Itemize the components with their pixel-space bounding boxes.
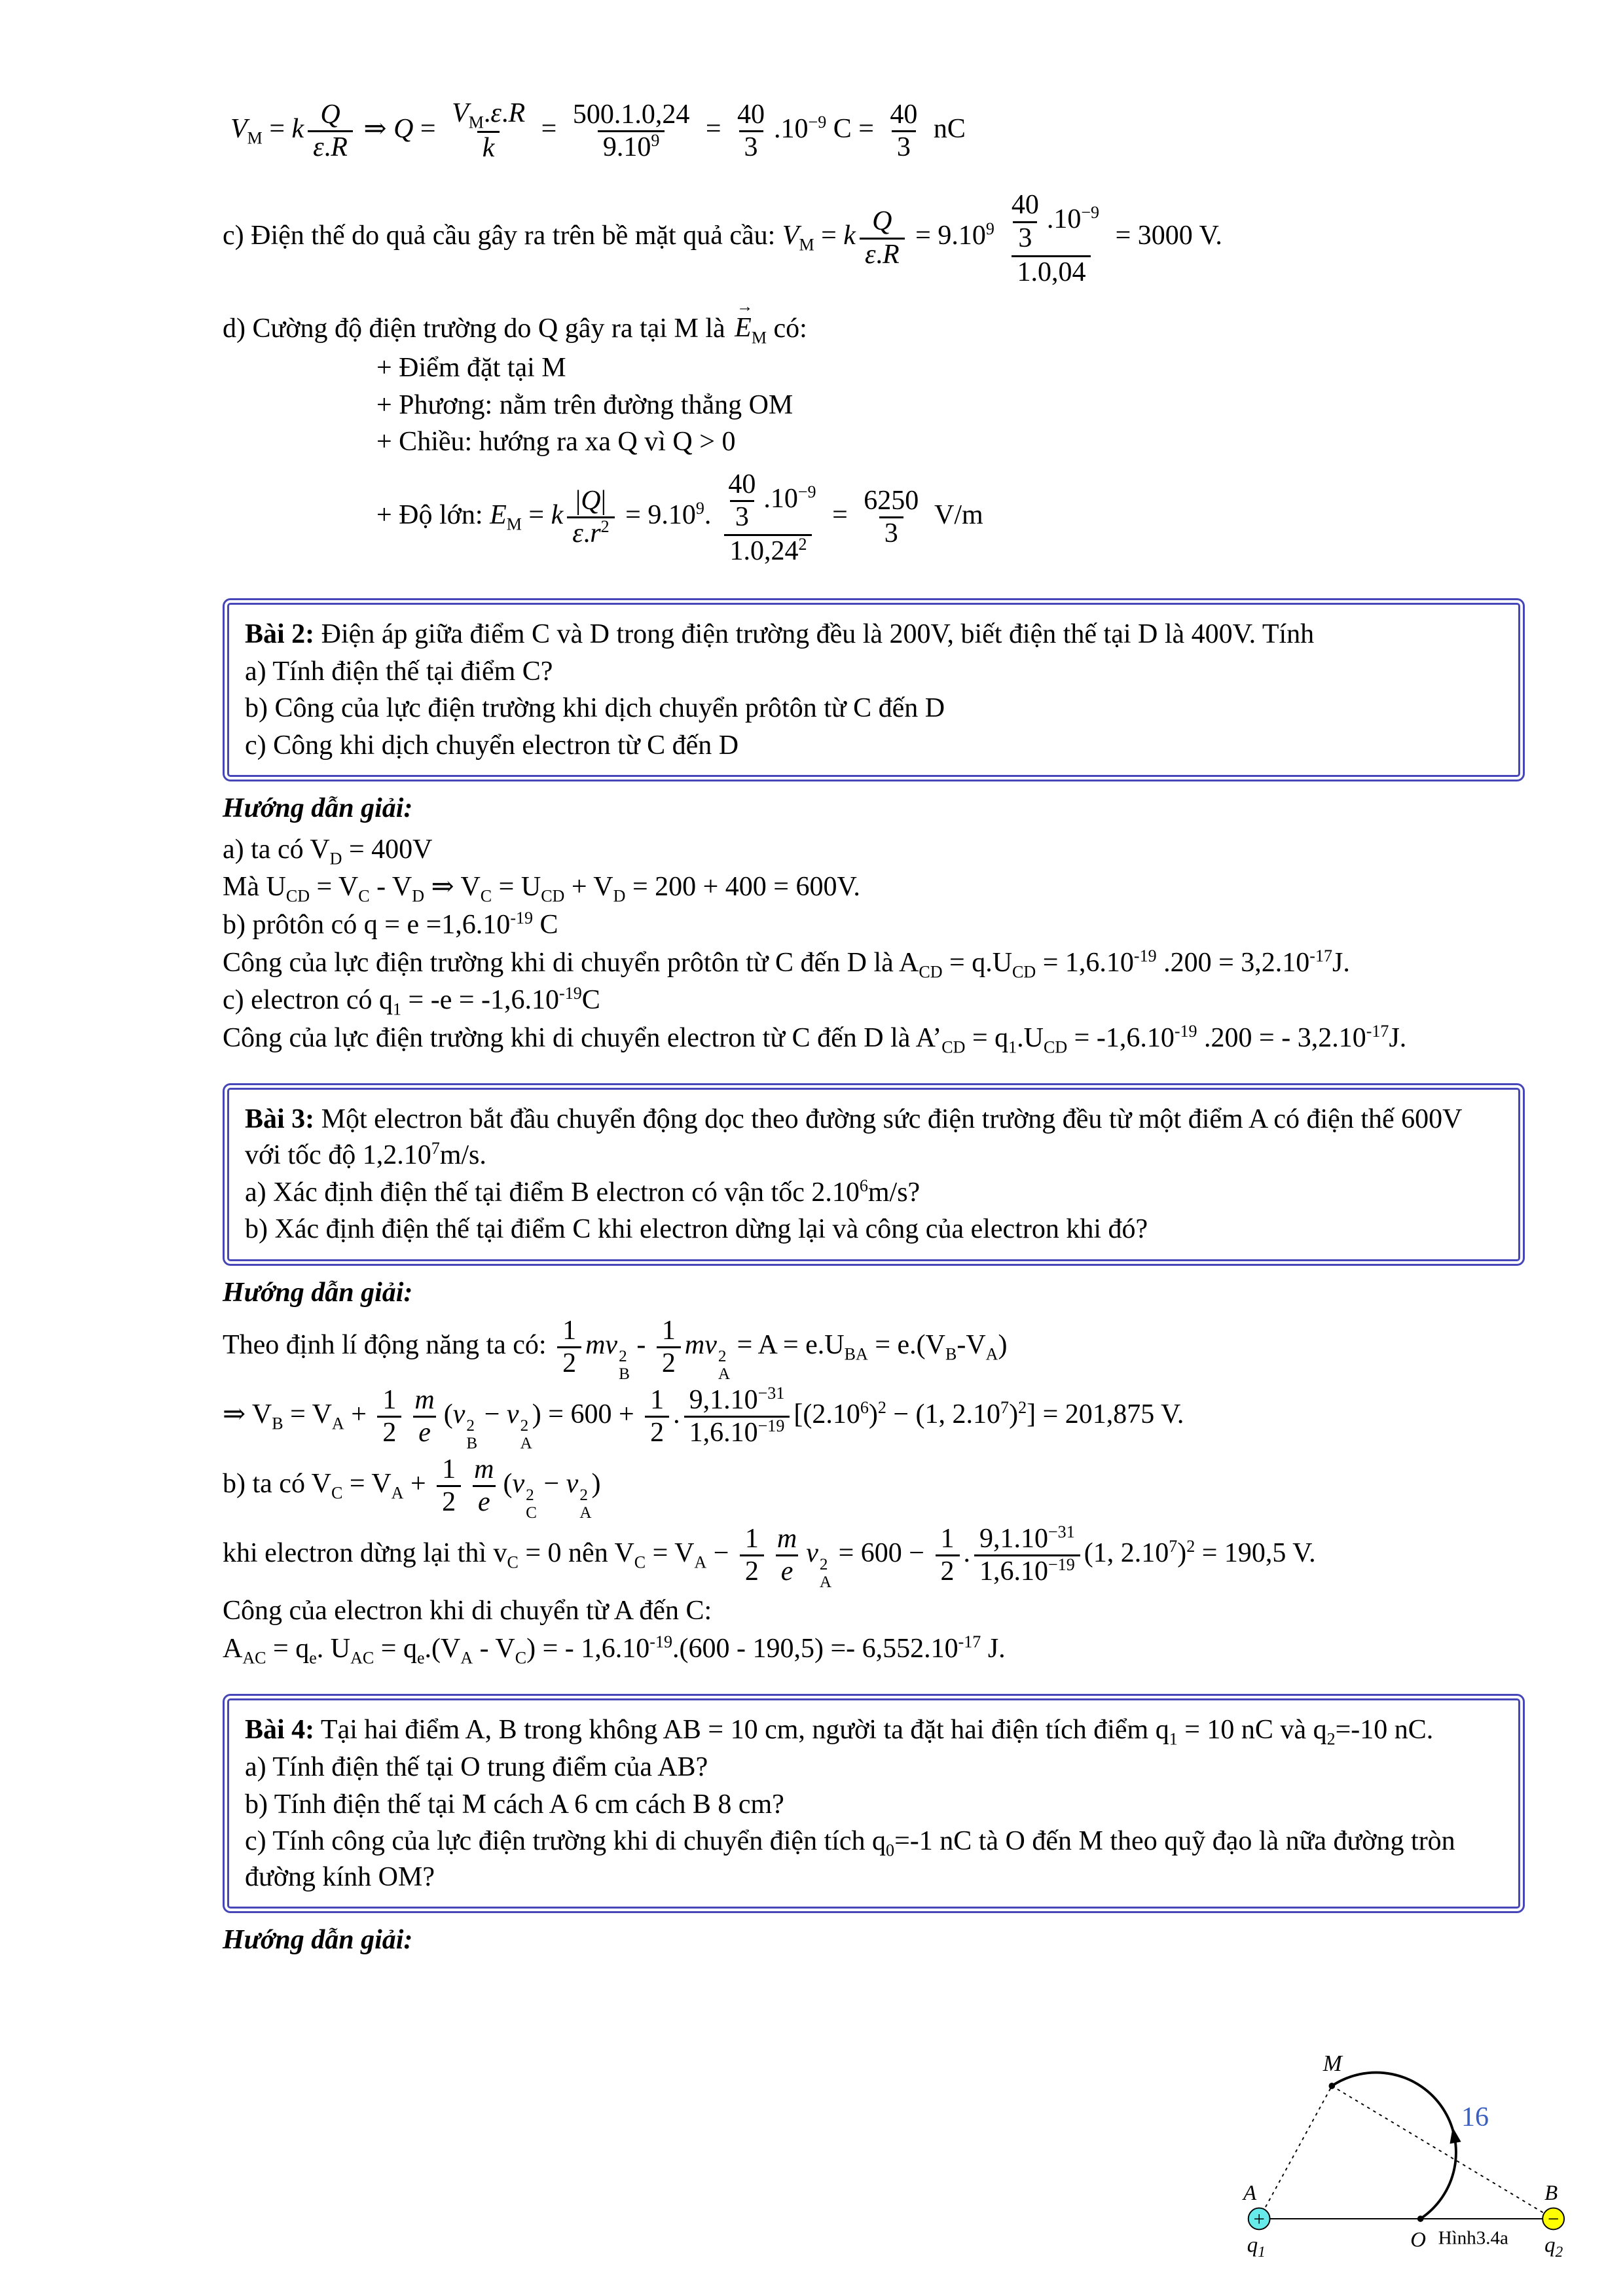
page-number: 16: [1461, 2102, 1489, 2132]
figure-hinh-3-4a: [1224, 2029, 1604, 2257]
problem-2-part-c: c) Công khi dịch chuyển electron từ C đến D: [245, 730, 739, 761]
solution-3-line: Theo định lí động năng ta có: $\frac{1}{2}$ mv 2 B - $\frac{1}{2}$ mv 2 A = $A = e.U_{BA} = e.(V_B-V_A)$: [223, 1316, 1008, 1384]
solution-2-line: Mà $U_{CD} = V_C - V_D$ ⇒ $V_C = U_{CD} + V_D = 200 + 400 = 600V$.: [223, 872, 860, 906]
solution-2-line: b) prôtôn có $q = e =1,6.10^{-19}$ C: [223, 908, 558, 941]
label-O: O: [1410, 2228, 1426, 2252]
solution-3: [223, 1316, 1525, 1666]
problem-3-part-b: b) Xác định điện thế tại điểm C khi electron dừng lại và công của electron khi đó?: [245, 1214, 1148, 1245]
field-property-point: + Điểm đặt tại M: [376, 353, 566, 384]
problem-4-part-b: b) Tính điện thế tại M cách A 6 cm cách B 8 cm?: [245, 1789, 784, 1820]
problem-4-part-a: a) Tính điện thế tại O trung điểm của AB?: [245, 1751, 708, 1782]
problem-box-bai4: [223, 1694, 1525, 1913]
label-q2: $q_2$: [1544, 2233, 1563, 2257]
trajectory-arc: [1332, 2073, 1456, 2219]
label-M: M: [1322, 2050, 1342, 2076]
label-q1: $q_1$: [1247, 2233, 1266, 2257]
solution-2-line: Công của lực điện trường khi di chuyển prôtôn từ C đến D là $A_{CD} = q.U_{CD} = 1,6.10^{-19}$ $.200 = 3,2.10^{-17}J$.: [223, 946, 1350, 982]
solution-3-line: $A_{AC} = q_e$. $U_{AC} = q_e.(V_A - V_C)$ = - $1,6.10^{-19}.(600 - 190,5) =- 6,552.10^{-17}$ J.: [223, 1632, 1006, 1668]
solution-heading-4: Hướng dẫn giải:: [223, 1925, 413, 1956]
solution-2-line: Công của lực điện trường khi di chuyển electron từ C đến D là $A’_{CD} = q_1.U_{CD} = -1,6.10^{-19}$ .200 = - $3,2.10^{-17}J$.: [223, 1021, 1407, 1057]
figure-canvas: [1224, 2029, 1604, 2257]
problem-2-part-a: a) Tính điện thế tại điểm C?: [245, 656, 553, 687]
problem-2-statement: Bài 2: Điện áp giữa điểm C và D trong điện trường đều là 200V, biết điện thế tại D là 400V. Tính: [245, 619, 1315, 649]
plus-icon: +: [1253, 2207, 1265, 2231]
dashed-segment-AM: [1259, 2086, 1332, 2219]
section-d-field: d) Cường độ điện trường do Q gây ra tại M là → $E_M$ có:: [223, 298, 807, 347]
solution-3-line: khi electron dừng lại thì $v_C = 0$ nên $V_C = V_A$ − $\frac{1}{2}$ $\frac{m}{e}$ v 2 A = 600 − $\frac{1}{2}$ . $\frac{9,1.10^{-31}}{1,6.10^{-19}}$ (1, $2.10^7)^2 = 190,5$ V.: [223, 1522, 1316, 1591]
problem-4-statement: Bài 4: Tại hai điểm A, B trong không AB = 10 cm, người ta đặt hai điện tích điểm $q_1 = 10$ nC và $q_2=-10$ nC.: [245, 1715, 1434, 1749]
solution-3-line: ⇒ $V_B = V_A$ + $\frac{1}{2}$ $\frac{m}{e}$ (v 2 B − v 2 A ) = 600 + $\frac{1}{2}$ . $\frac{9,1.10^{-31}}{1,6.10^{-19}}$ [$(2.10^6)^2 - (1$, $2.10^7)^2] = 201,875$ V.: [223, 1384, 1184, 1453]
solution-heading-3: Hướng dẫn giải:: [223, 1277, 413, 1308]
solution-2-line: a) ta có $V_D = 400V$: [223, 834, 433, 869]
field-property-orientation: + Chiều: hướng ra xa Q vì Q > 0: [376, 427, 736, 457]
problem-2-part-b: b) Công của lực điện trường khi dịch chuyển prôtôn từ C đến D: [245, 693, 945, 724]
section-c-potential: c) Điện thế do quả cầu gây ra trên bề mặt quả cầu: $V_M = k$ $\frac{Q}{\varepsilon.R}$ = $9.10^9$ $\frac{40}{3}$ $.10^{-9}$ 1.0,04 = 3000 V.: [223, 190, 1222, 287]
solution-3-line: b) ta có $V_C = V_A$ + $\frac{1}{2}$ $\frac{m}{e}$ (v 2 C − v 2 A ): [223, 1454, 601, 1522]
figure-caption: Hình3.4a: [1438, 2227, 1508, 2249]
trajectory-arrowhead-icon: [1447, 2126, 1461, 2144]
solution-3-line: Công của electron khi di chuyển từ A đến C:: [223, 1596, 712, 1626]
field-magnitude-equation: + Độ lớn: $E_M = k$ $\frac{|Q|}{\varepsilon.r^2}$ = $9.10^9$. $\frac{40}{3}$ $.10^{-9}$ 1.0,24$^2$ = $\frac{6250}{3}$ V/m: [376, 469, 983, 566]
label-B: B: [1544, 2181, 1558, 2205]
solution-heading-2: Hướng dẫn giải:: [223, 793, 413, 824]
equation-charge-Q: $V_M = k$ $\frac{Q}{\varepsilon.R}$ ⇒ Q = $\frac{V_M.\varepsilon.R}{k}$ = $\frac{500.1.0,24}{9.10^9}$ = $\frac{40}{3}$ $.10^{-9}$ C = $\frac{40}{3}$ nC: [230, 98, 966, 164]
point-M-dot: [1329, 2083, 1336, 2089]
field-property-direction: + Phương: nằm trên đường thẳng OM: [376, 389, 793, 420]
label-A: A: [1243, 2181, 1257, 2205]
problem-4-part-c: c) Tính công của lực điện trường khi di chuyển điện tích $q_0=-1$ nC tà O đến M theo quỹ đạo là nữa đường tròn đường kính OM?: [245, 1826, 1455, 1892]
problem-3-part-a: a) Xác định điện thế tại điểm B electron có vận tốc 2.10$^6$m/s?: [245, 1175, 921, 1208]
solution-2-line: c) electron có $q_1 = -e = -1,6.10^{-19}C$: [223, 984, 600, 1019]
minus-icon: −: [1547, 2207, 1559, 2231]
problem-box-bai2: [223, 598, 1525, 781]
point-O-dot: [1417, 2215, 1424, 2222]
problem-3-statement: Bài 3: Một electron bắt đầu chuyển động dọc theo đường sức điện trường đều từ một điểm A có điện thế 600V với tốc độ 1,2.10$^7$m/s.: [245, 1104, 1462, 1171]
problem-box-bai3: [223, 1083, 1525, 1265]
solution-2: [223, 832, 1525, 1056]
